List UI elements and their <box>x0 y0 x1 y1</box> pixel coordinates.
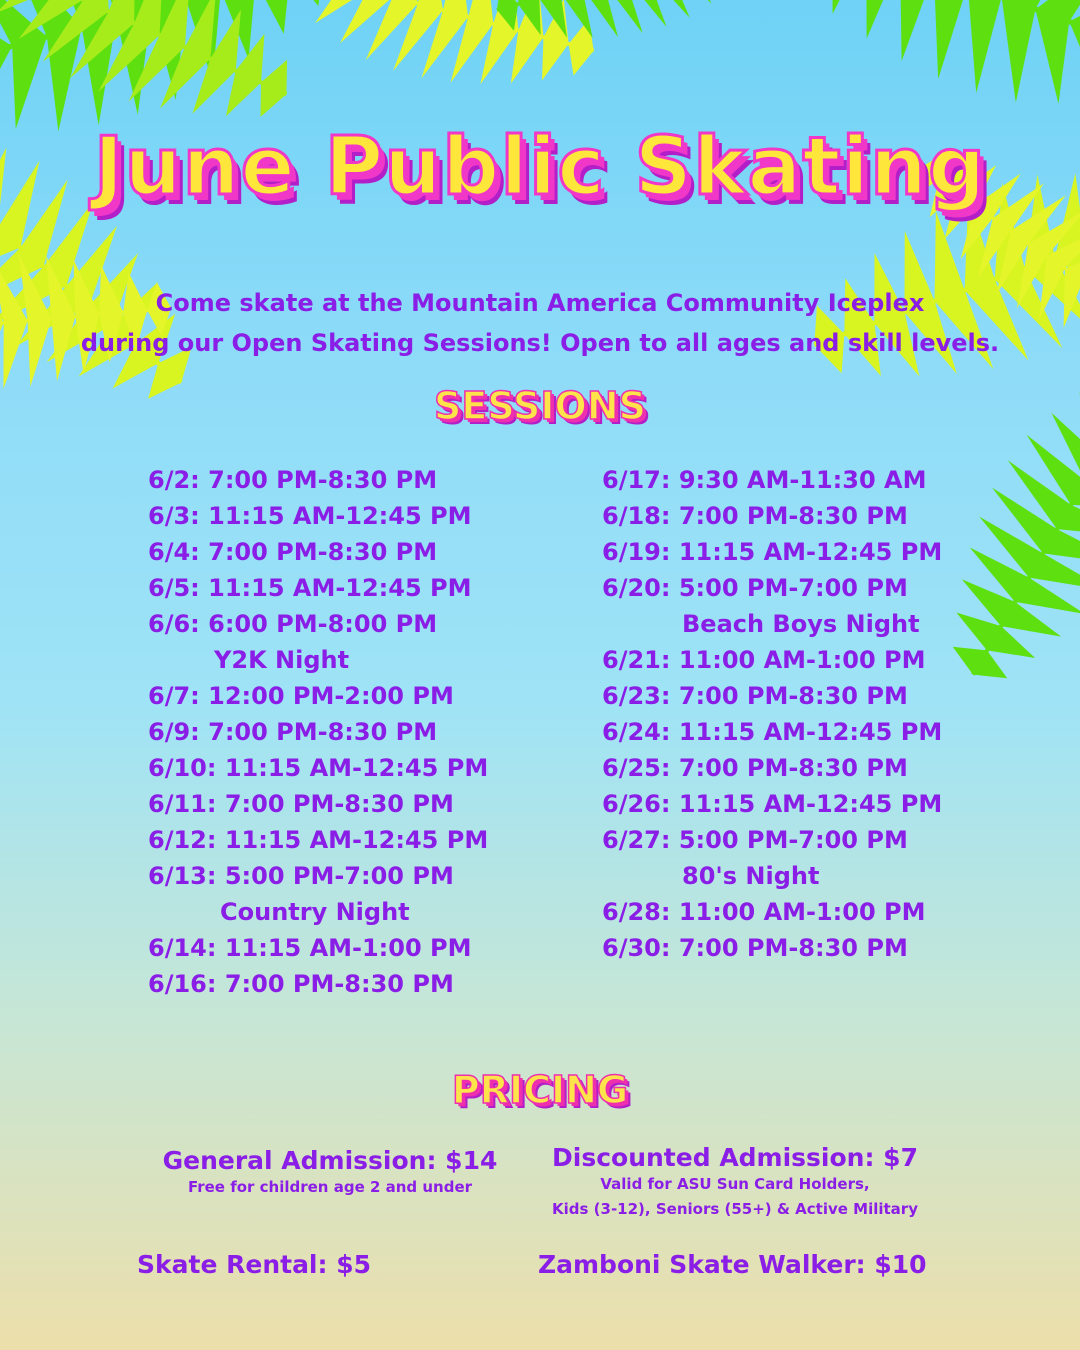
session-item: 6/25: 7:00 PM-8:30 PM <box>602 754 908 782</box>
session-theme-note: Y2K Night <box>214 646 350 674</box>
session-item: 6/17: 9:30 AM-11:30 AM <box>602 466 927 494</box>
session-item: 6/28: 11:00 AM-1:00 PM <box>602 898 926 926</box>
session-item: 6/21: 11:00 AM-1:00 PM <box>602 646 926 674</box>
session-item: 6/12: 11:15 AM-12:45 PM <box>148 826 489 854</box>
intro-line-2: during our Open Skating Sessions! Open to all ages and skill levels. <box>80 329 1000 357</box>
session-item: 6/23: 7:00 PM-8:30 PM <box>602 682 908 710</box>
page-title: June Public Skating <box>93 120 987 213</box>
session-item: 6/18: 7:00 PM-8:30 PM <box>602 502 908 530</box>
session-item: 6/20: 5:00 PM-7:00 PM <box>602 574 908 602</box>
session-item: 6/14: 11:15 AM-1:00 PM <box>148 934 472 962</box>
intro-text <box>40 283 1040 363</box>
session-item: 6/16: 7:00 PM-8:30 PM <box>148 970 454 998</box>
intro-line-1: Come skate at the Mountain America Community Iceplex <box>155 289 925 317</box>
session-item: 6/3: 11:15 AM-12:45 PM <box>148 502 472 530</box>
session-item: 6/13: 5:00 PM-7:00 PM <box>148 862 454 890</box>
session-item: 6/11: 7:00 PM-8:30 PM <box>148 790 454 818</box>
session-item: 6/5: 11:15 AM-12:45 PM <box>148 574 472 602</box>
sessions-list-left <box>148 462 488 1002</box>
session-item: 6/6: 6:00 PM-8:00 PM <box>148 610 438 638</box>
discounted-admission-note-2: Kids (3-12), Seniors (55+) & Active Military <box>552 1200 918 1218</box>
sessions-list-right <box>602 462 942 966</box>
session-theme-note: Country Night <box>220 898 410 926</box>
skate-walker-price <box>538 1250 927 1279</box>
sessions-heading: SESSIONS <box>434 384 646 428</box>
session-item: 6/10: 11:15 AM-12:45 PM <box>148 754 489 782</box>
pricing-heading: PRICING <box>451 1068 629 1112</box>
session-item: 6/26: 11:15 AM-12:45 PM <box>602 790 943 818</box>
session-theme-note: 80's Night <box>682 862 820 890</box>
session-item: 6/4: 7:00 PM-8:30 PM <box>148 538 438 566</box>
general-admission-label: General Admission: $14 <box>162 1146 498 1175</box>
skate-rental-label: Skate Rental: $5 <box>137 1250 371 1279</box>
session-item: 6/30: 7:00 PM-8:30 PM <box>602 934 908 962</box>
discounted-admission-note-1: Valid for ASU Sun Card Holders, <box>600 1175 870 1193</box>
general-admission-note: Free for children age 2 and under <box>187 1178 473 1196</box>
session-item: 6/2: 7:00 PM-8:30 PM <box>148 466 438 494</box>
session-item: 6/9: 7:00 PM-8:30 PM <box>148 718 438 746</box>
session-item: 6/27: 5:00 PM-7:00 PM <box>602 826 908 854</box>
session-item: 6/7: 12:00 PM-2:00 PM <box>148 682 454 710</box>
palm-leaf-icon <box>308 0 612 120</box>
session-item: 6/19: 11:15 AM-12:45 PM <box>602 538 943 566</box>
skate-rental-price <box>137 1250 371 1279</box>
discounted-admission-label: Discounted Admission: $7 <box>552 1143 918 1172</box>
session-item: 6/24: 11:15 AM-12:45 PM <box>602 718 943 746</box>
discounted-admission-price <box>515 1143 955 1222</box>
palm-leaf-icon <box>731 0 1080 135</box>
session-theme-note: Beach Boys Night <box>682 610 920 638</box>
general-admission-price <box>120 1146 540 1200</box>
skate-walker-label: Zamboni Skate Walker: $10 <box>538 1250 927 1279</box>
